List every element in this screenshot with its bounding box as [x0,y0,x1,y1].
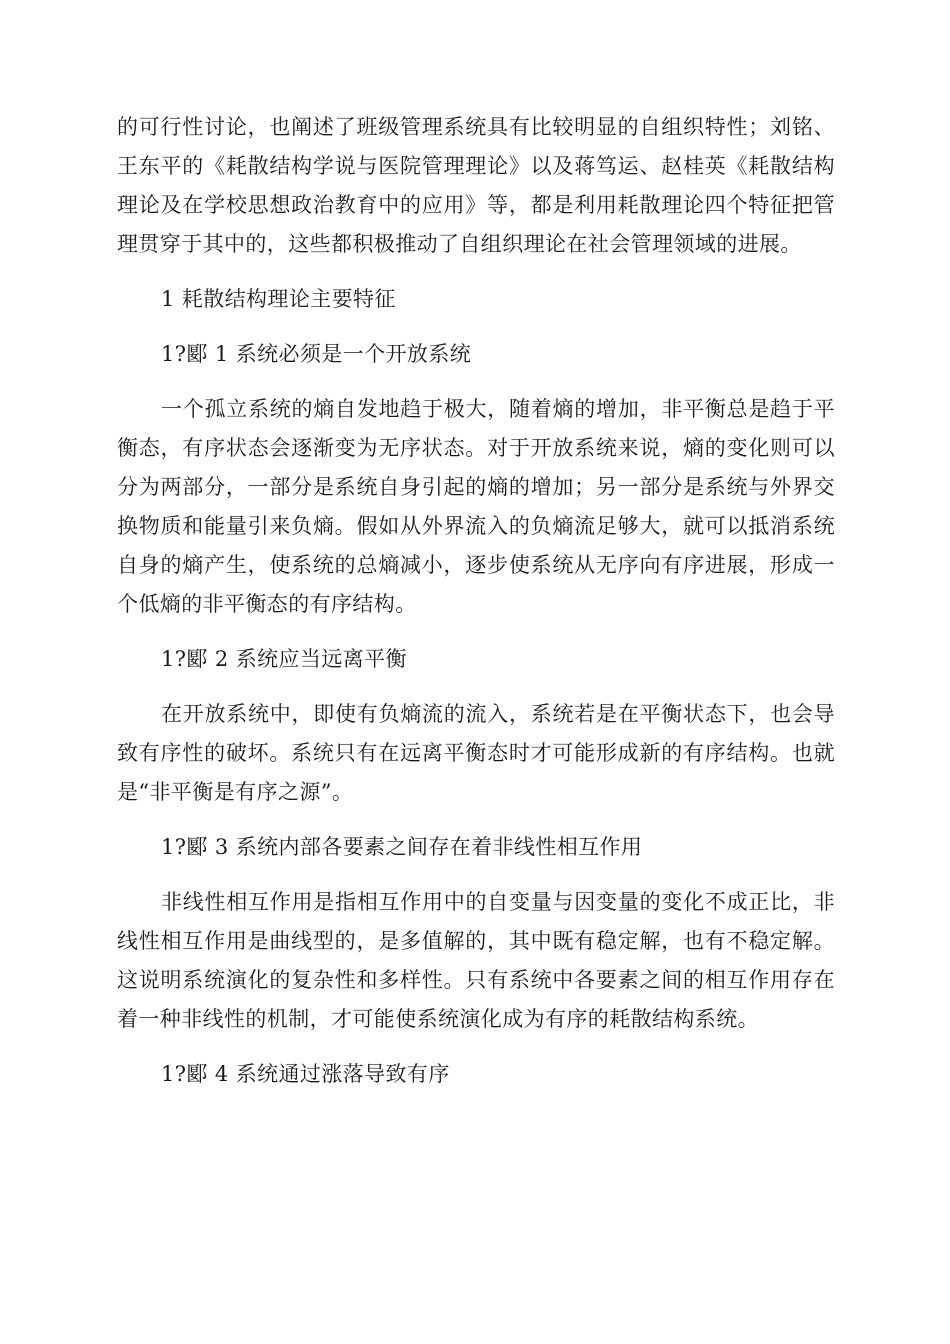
document-page [117,108,835,1094]
subsection-heading-1-1: 1?郾 1 系统必须是一个开放系统 [161,342,472,366]
paragraph-intro-continuation: 的可行性讨论，也阐述了班级管理系统具有比较明显的自组织特性；刘铭、王东平的《耗散结构学说与医院管理理论》以及蒋笃运、赵桂英《耗散结构理论及在学校思想政治教育中的应用》等，都是利用耗散理论四个特征把管理贯穿于其中的，这些都积极推动了自组织理论在社会管理领域的进展。 [117,115,835,256]
paragraph-open-system: 一个孤立系统的熵自发地趋于极大，随着熵的增加，非平衡总是趋于平衡态，有序状态会逐渐变为无序状态。对于开放系统来说，熵的变化则可以分为两部分，一部分是系统自身引起的熵的增加；另一部分是系统与外界交换物质和能量引来负熵。假如从外界流入的负熵流足够大，就可以抵消系统自身的熵产生，使系统的总熵减小，逐步使系统从无序向有序进展，形成一个低熵的非平衡态的有序结构。 [117,397,835,616]
subsection-heading-1-2: 1?郾 2 系统应当远离平衡 [161,647,407,671]
paragraph-nonlinear-interaction: 非线性相互作用是指相互作用中的自变量与因变量的变化不成正比，非线性相互作用是曲线型的，是多值解的，其中既有稳定解，也有不稳定解。这说明系统演化的复杂性和多样性。只有系统中各要素之间的相互作用存在着一种非线性的机制，才可能使系统演化成为有序的耗散结构系统。 [117,890,835,1031]
section-heading-1: 1 耗散结构理论主要特征 [161,287,396,311]
paragraph-far-from-equilibrium: 在开放系统中，即使有负熵流的流入，系统若是在平衡状态下，也会导致有序性的破坏。系统只有在远离平衡态时才可能形成新的有序结构。也就是“非平衡是有序之源”。 [117,702,835,804]
subsection-heading-1-4: 1?郾 4 系统通过涨落导致有序 [161,1062,450,1086]
subsection-heading-1-3: 1?郾 3 系统内部各要素之间存在着非线性相互作用 [161,835,643,859]
